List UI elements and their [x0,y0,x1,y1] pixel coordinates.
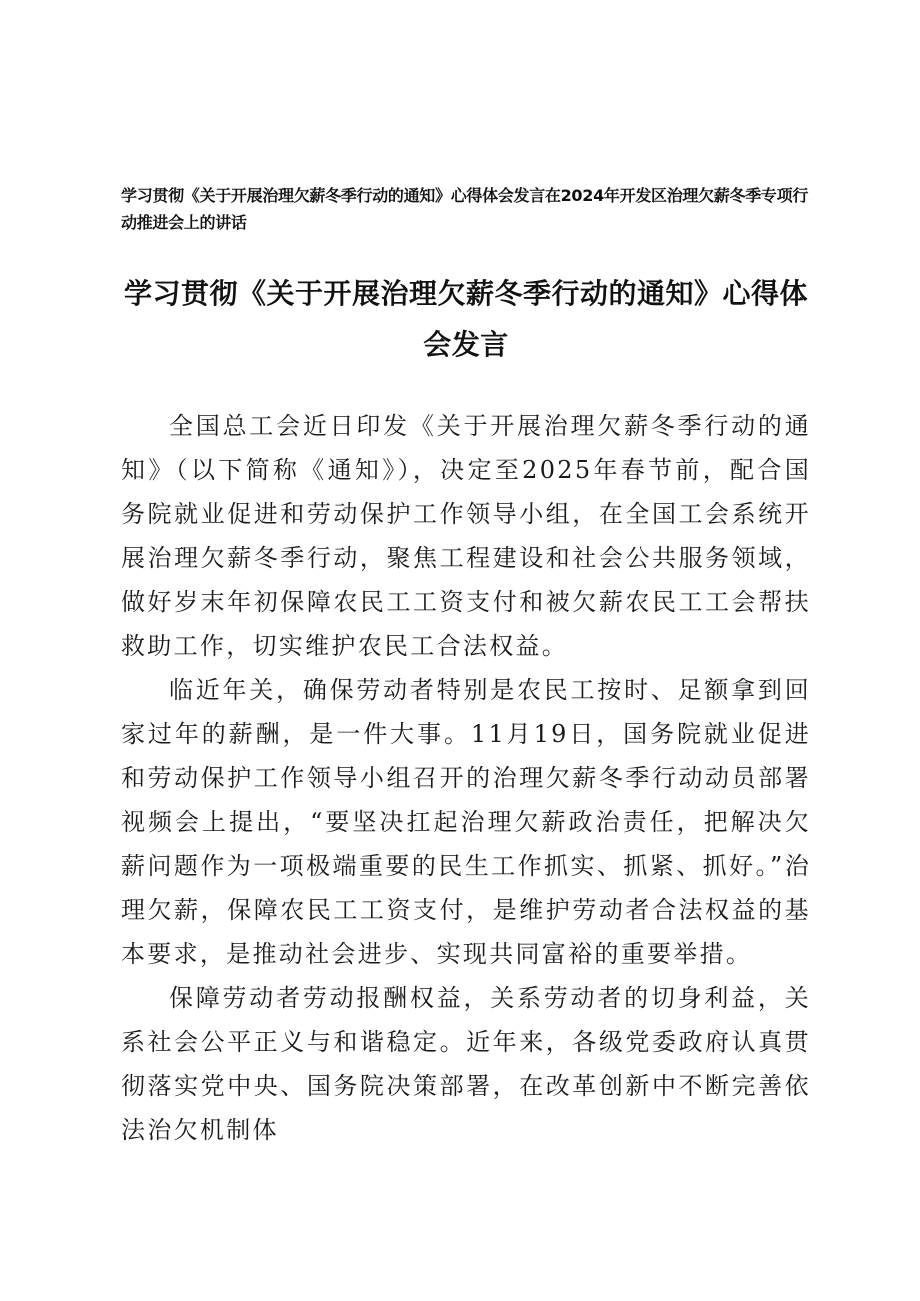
document-header: 学习贯彻《关于开展治理欠薪冬季行动的通知》心得体会发言在2024年开发区治理欠薪冬季专项行动推进会上的讲话 [121,186,809,232]
document-title: 学习贯彻《关于开展治理欠薪冬季行动的通知》心得体会发言 [123,277,808,361]
body-paragraph-3: 保障劳动者劳动报酬权益，关系劳动者的切身利益，关系社会公平正义与和谐稳定。近年来，各级党委政府认真贯彻落实党中央、国务院决策部署，在改革创新中不断完善依法治欠机制体 [121,984,811,1144]
body-paragraph-1: 全国总工会近日印发《关于开展治理欠薪冬季行动的通知》（以下简称《通知》），决定至2025年春节前，配合国务院就业促进和劳动保护工作领导小组，在全国工会系统开展治理欠薪冬季行动，聚焦工程建设和社会公共服务领域，做好岁末年初保障农民工工资支付和被欠薪农民工工会帮扶救助工作，切实维护农民工合法权益。 [121,412,811,660]
document-body [121,404,811,1152]
body-paragraph-2: 临近年关，确保劳动者特别是农民工按时、足额拿到回家过年的薪酬，是一件大事。11月19日，国务院就业促进和劳动保护工作领导小组召开的治理欠薪冬季行动动员部署视频会上提出，“要坚决扛起治理欠薪政治责任，把解决欠薪问题作为一项极端重要的民生工作抓实、抓紧、抓好。”治理欠薪，保障农民工工资支付，是维护劳动者合法权益的基本要求，是推动社会进步、实现共同富裕的重要举措。 [121,676,811,968]
